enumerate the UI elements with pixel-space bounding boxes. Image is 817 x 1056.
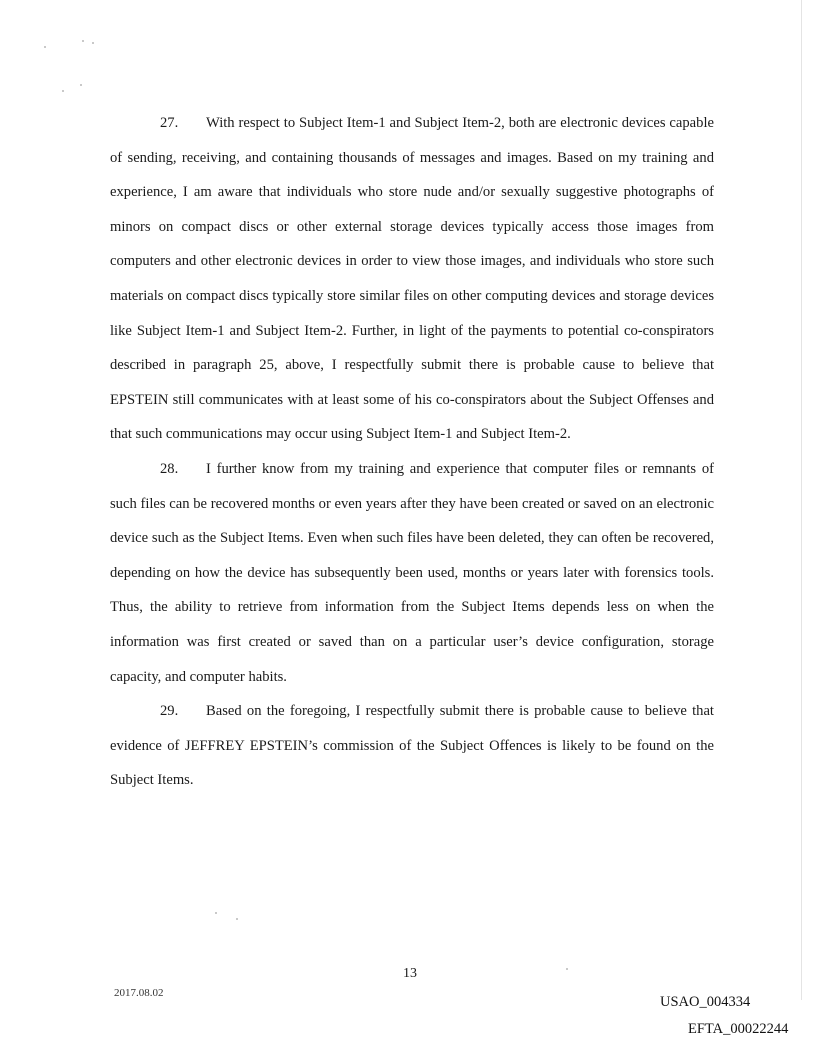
- paragraph-28: [110, 452, 714, 694]
- scan-speck: [82, 40, 84, 42]
- bates-number-efta: EFTA_00022244: [688, 1021, 789, 1037]
- paragraph-text: Based on the foregoing, I respectfully submit there is probable cause to believe that evidence of JEFFREY EPSTEIN’s commission of the Subject Offences is likely to be found on the Subject Items.: [110, 703, 714, 789]
- page-number: 13: [403, 966, 417, 981]
- page-edge-line: [801, 0, 802, 1000]
- scan-speck: [44, 46, 46, 48]
- paragraph-text: I further know from my training and experience that computer files or remnants of such files can be recovered months or even years after they have been created or saved on an electronic device such as the Subject Items. Even when such files have been deleted, they can often be recovered, depending on how the device has subsequently been used, months or years later with forensics tools. Thus, the ability to retrieve from information from the Subject Items depends less on when the information was first created or saved than on a particular user’s device configuration, storage capacity, and computer habits.: [110, 460, 714, 685]
- scan-speck: [215, 912, 217, 914]
- paragraph-number: 28.: [160, 460, 179, 477]
- paragraph-text: With respect to Subject Item-1 and Subject Item-2, both are electronic devices capable of sending, receiving, and containing thousands of messages and images. Based on my training and experience, I am aware that individuals who store nude and/or sexually suggestive photographs of minors on compact discs or other external storage devices typically access those images from computers and other electronic devices in order to view those images, and individuals who store such materials on compact discs typically store similar files on other computing devices and storage devices like Subject Item-1 and Subject Item-2. Further, in light of the payments to potential co-conspirators described in paragraph 25, above, I respectfully submit there is probable cause to believe that EPSTEIN still communicates with at least some of his co-conspirators about the Subject Offenses and that such communications may occur using Subject Item-1 and Subject Item-2.: [110, 115, 714, 443]
- scan-speck: [92, 42, 94, 44]
- scan-speck: [566, 968, 568, 970]
- paragraph-number: 27.: [160, 115, 179, 131]
- scan-speck: [80, 84, 82, 86]
- paragraph-29: [110, 694, 714, 798]
- bates-number-usao: USAO_004334: [660, 994, 751, 1010]
- document-date-code: 2017.08.02: [114, 987, 164, 999]
- paragraph-27: [110, 106, 714, 452]
- affidavit-body: [110, 106, 714, 798]
- paragraph-number: 29.: [160, 703, 179, 720]
- scan-speck: [62, 90, 64, 92]
- scan-speck: [236, 918, 238, 920]
